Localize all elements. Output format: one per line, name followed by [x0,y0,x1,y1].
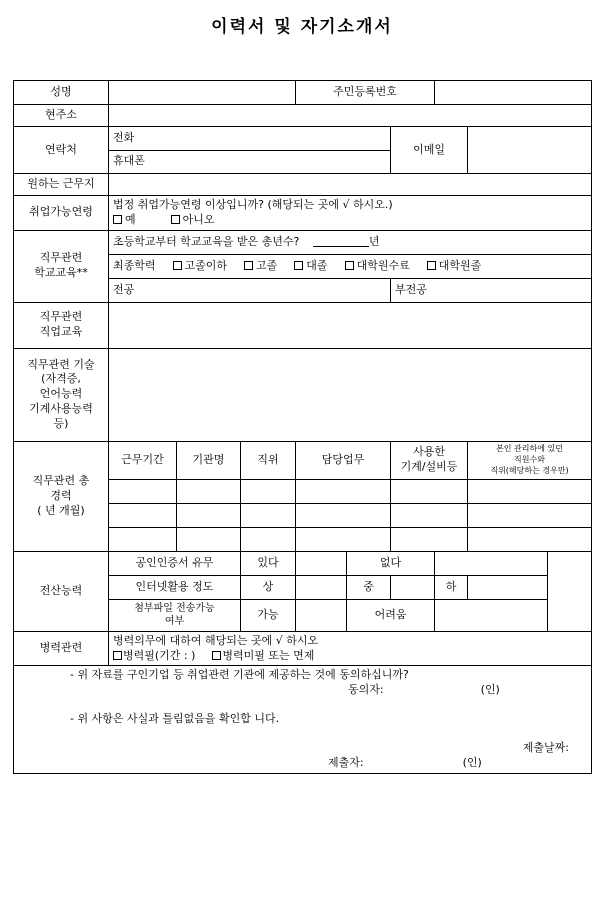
skills-label [14,348,109,441]
skills-label-line5: 등) [53,416,69,430]
checkbox-grad-completed-icon[interactable] [345,261,354,270]
certificate-no-checkbox[interactable] [435,551,548,575]
military-done-label: 병력필(기간 : ) [123,648,196,662]
major-label-cell[interactable]: 전공 [109,278,391,302]
career-cell-position[interactable] [241,479,296,503]
career-cell-subordinates[interactable] [468,479,592,503]
final-edu-option-2: 대졸 [306,258,328,272]
career-header-subordinates-line2: 직원수와 [514,454,545,464]
skills-label-line4: 기계사용능력 [29,402,93,416]
voc-edu-label-line2: 직업교육 [39,325,83,339]
internet-high-label: 상 [241,575,296,599]
contact-phone-group [109,127,391,174]
career-label [14,441,109,551]
career-cell-duties[interactable] [296,527,391,551]
vocational-education-field[interactable] [109,302,592,348]
military-content [109,631,592,666]
career-header-equipment-line2: 기계/설비등 [400,460,458,474]
career-cell-position[interactable] [241,527,296,551]
career-cell-period[interactable] [109,527,177,551]
school-edu-label-line1: 직무관련 [39,251,83,265]
final-edu-option-4: 대학원졸 [438,258,482,272]
voc-edu-label-line1: 직무관련 [39,310,83,324]
mobile-label: 휴대폰 [113,154,145,168]
submit-date-line [18,741,587,756]
attachment-possible-label: 가능 [241,599,296,631]
military-options [113,649,587,664]
checkbox-no-icon[interactable] [171,215,180,224]
submitter-label: 제출자: [328,755,364,769]
work-age-options [113,213,587,228]
internet-label: 인터넷활용 정도 [109,575,241,599]
skills-label-line3: 언어능력 [39,387,83,401]
attachment-difficult-label: 어려움 [347,599,435,631]
table-row-name [14,81,592,105]
internet-mid-checkbox[interactable] [391,575,435,599]
name-value-field[interactable] [109,81,296,105]
military-question: 병력의무에 대하여 해당되는 곳에 √ 하시오 [113,633,319,647]
page-title: 이력서 및 자기소개서 [211,17,393,37]
rrn-label: 주민등록번호 [296,81,435,105]
vocational-education-label [14,302,109,348]
work-age-yes-label: 예 [125,212,136,226]
work-age-content [109,196,592,231]
final-education-row [109,254,592,278]
footer-consent-block [14,666,592,773]
consent-question: - 위 자료를 구인기업 등 취업관련 기관에 제공하는 것에 동의하십니까? [70,668,409,682]
military-exempt-label: 병력미필 또는 면제 [222,648,315,662]
attachment-difficult-checkbox[interactable] [435,599,548,631]
attachment-label [109,599,241,631]
career-cell-equipment[interactable] [391,503,468,527]
final-edu-option-3: 대학원수료 [356,258,410,272]
checkbox-university-icon[interactable] [294,261,303,270]
final-education-label: 최종학력 [113,258,156,272]
table-row-vocational-education [14,302,592,348]
total-school-years-row [109,230,592,254]
resume-form-table [13,80,592,774]
skills-label-line2: (자격증, [41,372,81,386]
work-age-no-label: 아니오 [182,212,215,226]
checkbox-military-done-icon[interactable] [113,651,122,660]
career-cell-duties[interactable] [296,503,391,527]
desired-workplace-field[interactable] [109,174,592,196]
school-edu-label-line2: 학교교육** [34,266,88,280]
total-years-question: 초등학교부터 학교교육을 받은 총년수? [113,234,300,248]
career-cell-duties[interactable] [296,479,391,503]
certificate-no-label: 없다 [347,551,435,575]
address-value-field[interactable] [109,105,592,127]
final-edu-option-0: 고졸이하 [184,258,228,272]
career-cell-equipment[interactable] [391,479,468,503]
career-header-equipment [391,441,468,479]
career-cell-organization[interactable] [177,527,241,551]
career-cell-organization[interactable] [177,503,241,527]
career-header-equipment-line1: 사용한 [413,445,445,459]
career-header-subordinates-line3: 직위(해당하는 경우만) [490,465,569,475]
table-row-certificate [14,551,592,575]
submitter-signature-line [18,756,587,771]
certificate-yes-checkbox[interactable] [296,551,347,575]
contact-label: 연락처 [14,127,109,174]
skills-field[interactable] [109,348,592,441]
table-row-school-education-years [14,230,592,254]
attachment-label-line1: 첨부파일 전송가능 [134,602,215,614]
final-edu-option-1: 고졸 [256,258,278,272]
skills-label-line1: 직무관련 기술 [27,357,95,371]
career-header-period: 근무기간 [109,441,177,479]
submitter-seal-mark: (인) [462,755,482,769]
table-row-skills [14,348,592,441]
career-header-subordinates-line1: 본인 관리하에 있던 [496,443,563,453]
email-label: 이메일 [391,127,468,174]
internet-low-label: 하 [435,575,468,599]
confirm-statement: - 위 사항은 사실과 틀림없음을 확인합 니다. [70,712,280,726]
internet-high-checkbox[interactable] [296,575,347,599]
internet-mid-label: 중 [347,575,391,599]
career-cell-subordinates[interactable] [468,503,592,527]
work-age-question: 법정 취업가능연령 이상입니까? (해당되는 곳에 √ 하시오.) [113,198,393,211]
table-row-contact [14,127,592,174]
certificate-label: 공인인증서 유무 [109,551,241,575]
submit-date-label: 제출날짜: [522,740,570,754]
minor-label-cell[interactable]: 부전공 [391,278,592,302]
attachment-possible-checkbox[interactable] [296,599,347,631]
internet-low-checkbox[interactable] [468,575,548,599]
career-cell-subordinates[interactable] [468,527,592,551]
school-education-label [14,230,109,302]
total-years-input[interactable] [313,235,369,247]
phone-label: 전화 [109,127,390,150]
certificate-yes-label: 있다 [241,551,296,575]
rrn-value-field[interactable] [435,81,592,105]
career-cell-organization[interactable] [177,479,241,503]
consent-signature-line [18,683,587,698]
career-cell-position[interactable] [241,503,296,527]
checkbox-highschool-below-icon[interactable] [173,261,182,270]
career-cell-period[interactable] [109,503,177,527]
career-label-line1: 직무관련 총 [32,473,90,487]
email-value-field[interactable] [468,127,592,174]
checkbox-military-exempt-icon[interactable] [212,651,221,660]
table-row-footer [14,666,592,773]
career-header-organization: 기관명 [177,441,241,479]
address-label: 현주소 [14,105,109,127]
checkbox-grad-degree-icon[interactable] [427,261,436,270]
name-label: 성명 [14,81,109,105]
career-cell-period[interactable] [109,479,177,503]
military-label: 병력관련 [14,631,109,666]
desired-workplace-label: 원하는 근무지 [14,174,109,196]
work-age-label: 취업가능연령 [14,196,109,231]
career-header-subordinates [468,441,592,479]
checkbox-yes-icon[interactable] [113,215,122,224]
career-label-line3: ( 년 개월) [37,503,85,517]
consent-seal-mark: (인) [480,683,500,697]
total-years-unit: 년 [368,234,380,248]
career-cell-equipment[interactable] [391,527,468,551]
attachment-label-line2: 여부 [164,616,185,628]
computer-skills-label: 전산능력 [14,551,109,631]
table-row-work-age [14,196,592,231]
consent-signer-label: 동의자: [348,683,384,697]
table-row-career-header [14,441,592,479]
career-header-duties: 담당업무 [296,441,391,479]
career-label-line2: 경력 [50,488,72,502]
table-row-military [14,631,592,666]
career-header-position: 직위 [241,441,296,479]
checkbox-highschool-icon[interactable] [244,261,253,270]
table-row-address [14,105,592,127]
table-row-desired-workplace [14,174,592,196]
